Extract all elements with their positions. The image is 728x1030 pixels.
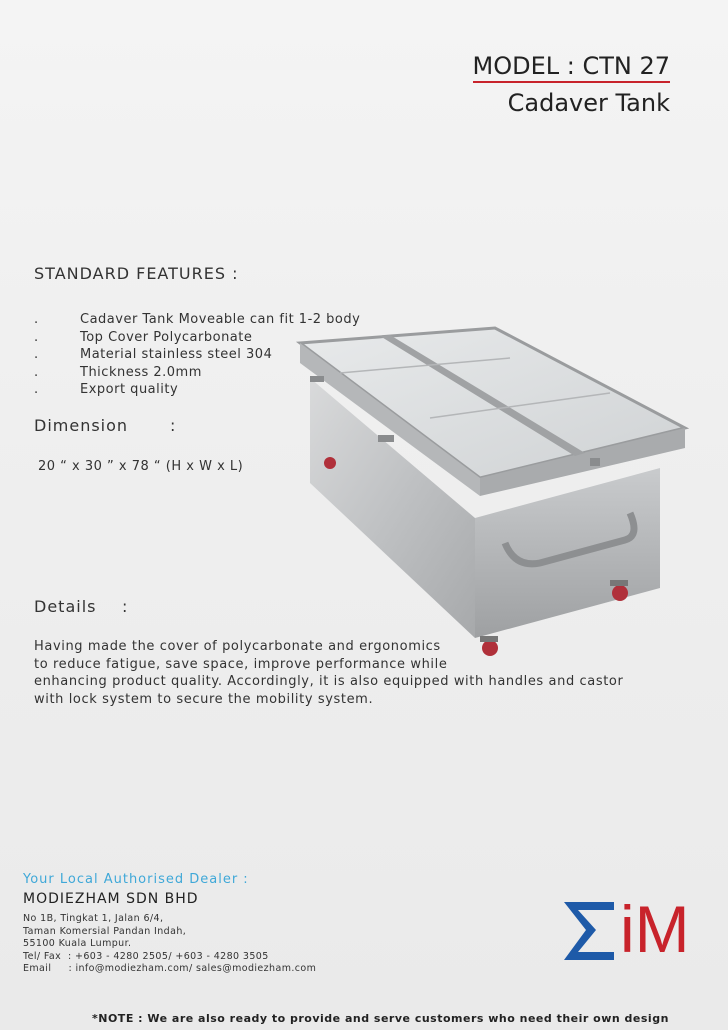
details-heading: Details: [34, 597, 97, 616]
castor-mount: [610, 580, 628, 586]
features-heading: STANDARD FEATURES :: [34, 264, 239, 283]
details-line: with lock system to secure the mobility system.: [34, 691, 374, 707]
address-line: No 1B, Tingkat 1, Jalan 6/4,: [23, 913, 164, 924]
details-line: Having made the cover of polycarbonate and ergonomics: [34, 639, 441, 654]
address-line: 55100 Kuala Lumpur.: [23, 938, 132, 949]
product-name: Cadaver Tank: [507, 89, 670, 117]
bullet: .: [34, 312, 39, 327]
lid-latch: [590, 458, 600, 466]
logo-text: iM: [620, 892, 690, 966]
feature-item: [34, 364, 360, 382]
address-line: Taman Komersial Pandan Indah,: [23, 925, 187, 937]
feature-text: Material stainless steel 304: [80, 347, 273, 362]
castor-wheel: [324, 457, 336, 469]
feature-text: Export quality: [80, 382, 179, 397]
feature-text: Top Cover Polycarbonate: [80, 329, 253, 345]
castor-wheel: [612, 585, 628, 601]
dimension-colon: :: [170, 416, 177, 435]
features-list: [34, 311, 360, 399]
feature-item: [34, 311, 360, 329]
dealer-email: Email : info@modiezham.com/ sales@modiezham.com: [23, 963, 317, 974]
bullet: .: [34, 364, 39, 380]
bullet: .: [34, 347, 39, 362]
bullet: .: [34, 382, 39, 397]
company-logo: [556, 892, 706, 966]
lid-latch: [378, 435, 394, 442]
feature-item: [34, 346, 360, 364]
feature-text: Cadaver Tank Moveable can fit 1-2 body: [80, 312, 361, 327]
bullet: .: [34, 329, 39, 345]
model-title: MODEL : CTN 27: [473, 52, 671, 83]
dealer-address: [23, 913, 316, 976]
feature-item: [34, 381, 360, 399]
model-header: [473, 52, 671, 117]
details-line: to reduce fatigue, save space, improve performance while: [34, 656, 448, 672]
dimension-value: 20 “ x 30 ” x 78 “ (H x W x L): [38, 459, 244, 474]
details-colon: :: [122, 597, 129, 616]
dimension-heading: Dimension: [34, 416, 129, 435]
feature-text: Thickness 2.0mm: [80, 364, 202, 380]
details-line: enhancing product quality. Accordingly, it is also equipped with handles and castor: [34, 674, 624, 689]
dealer-company: MODIEZHAM SDN BHD: [23, 891, 199, 907]
dealer-heading: Your Local Authorised Dealer :: [23, 872, 249, 887]
feature-item: [34, 329, 360, 347]
footer-note: *NOTE : We are also ready to provide and serve customers who need their own design: [92, 1012, 669, 1025]
dealer-tel: Tel/ Fax : +603 - 4280 2505/ +603 - 4280 3505: [23, 950, 269, 962]
details-text: [34, 638, 674, 708]
